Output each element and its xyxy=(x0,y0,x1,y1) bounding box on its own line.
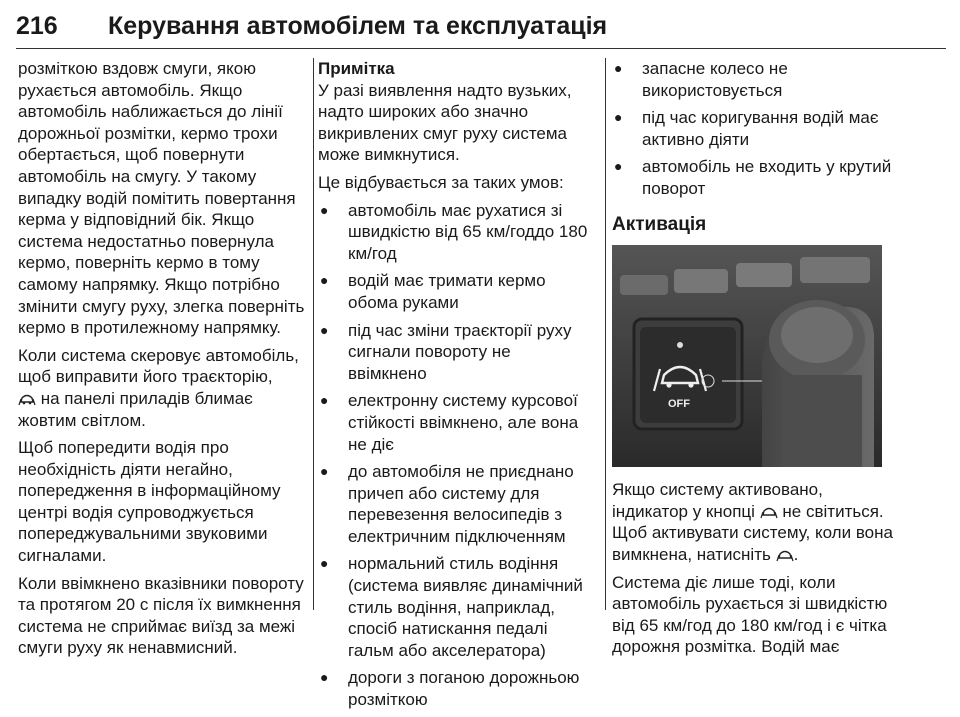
list-item: ● до автомобіля не приєднано причеп або систему для перевезення велосипедів з електричним підключенням xyxy=(318,461,594,547)
paragraph-indicator-flash xyxy=(18,345,310,431)
list-item: ● електронну систему курсової стійкості ввімкнено, але вона не діє xyxy=(318,390,594,455)
column-divider-2 xyxy=(605,58,606,610)
paragraph-turn-signals: Коли ввімкнено вказівники повороту та протягом 20 с після їх вимкнення система не сприймає виїзд за межі смуги руху як ненавмисний. xyxy=(18,573,304,658)
lane-keep-assist-icon xyxy=(776,548,794,562)
list-item: ● автомобіль має рухатися зі швидкістю від 65 км/годдо 180 км/год xyxy=(318,200,594,265)
list-item: ● під час зміни траєкторії руху сигнали повороту не ввімкнено xyxy=(318,320,594,385)
console-photo xyxy=(612,245,882,467)
list-item: ● водій має тримати кермо обома руками xyxy=(318,270,594,313)
lane-keep-assist-icon xyxy=(18,392,36,406)
list-item: ● запасне колесо не використовується xyxy=(612,58,894,101)
paragraph-warning-chime: Щоб попередити водія про необхідність діяти негайно, попередження в інформаційному центрі водія супроводжується попереджувальними звуковими сигналами. xyxy=(18,438,281,566)
off-label: OFF xyxy=(668,398,690,411)
header-divider xyxy=(16,48,946,49)
conditions-intro: Це відбувається за таких умов: xyxy=(318,172,564,192)
paragraph-lane-keeping: розміткою вздовж смуги, якою рухається автомобіль. Якщо автомобіль наближається до лінії дорожньої розмітки, кермо трохи обертається, щоб повернути автомобіль на смугу. У такому випадку водій помітить повертання керма у відповідний бік. Якщо система недостатньо повернула кермо, поверніть кермо в тому самому напрямку. Якщо потрібно змінити смугу руху, злегка поверніть кермо в протилежному напрямку. xyxy=(18,59,305,338)
column-3 xyxy=(612,58,894,664)
paragraph-text-a: Якщо систему активовано, індикатор у кнопці xyxy=(612,480,823,521)
list-item: ● автомобіль не входить у крутий поворот xyxy=(612,156,894,199)
note-title: Примітка xyxy=(318,59,395,78)
paragraph-text-b: на панелі приладів блимає жовтим світлом. xyxy=(18,388,253,430)
list-item: ● дороги з поганою дорожньою розміткою xyxy=(318,667,594,710)
page-number: 216 xyxy=(16,12,58,40)
note-body: У разі виявлення надто вузьких, надто широких або значно викривлених смуг руху система може вимкнутися. xyxy=(318,80,572,165)
paragraph-text-a: Коли система скеровує автомобіль, щоб виправити його траєкторію, xyxy=(18,345,299,387)
console-illustration xyxy=(612,245,882,467)
page-header xyxy=(0,0,960,52)
lane-keep-assist-icon xyxy=(760,505,778,519)
column-divider-1 xyxy=(313,58,314,610)
paragraph-text-b: не світиться. Щоб активувати систему, коли вона вимкнена, натисніть xyxy=(612,501,893,564)
section-title-activation: Активація xyxy=(612,213,707,235)
list-item: ● під час коригування водій має активно діяти xyxy=(612,107,894,150)
paragraph-operating-range: Система діє лише тоді, коли автомобіль рухається зі швидкістю від 65 км/год до 180 км/год і є чітка дорожня розмітка. Водій має xyxy=(612,572,888,657)
column-2 xyxy=(318,58,594,717)
paragraph-activation: Якщо систему активовано, індикатор у кнопці не світиться. Щоб активувати систему, коли вона вимкнена, натисніть . xyxy=(612,480,893,564)
list-item: ● нормальний стиль водіння (система виявляє динамічний стиль водіння, наприклад, спосіб натискання педалі гальм або акселератора) xyxy=(318,553,594,661)
page-title: Керування автомобілем та експлуатація xyxy=(108,12,608,40)
column-1 xyxy=(18,58,310,665)
